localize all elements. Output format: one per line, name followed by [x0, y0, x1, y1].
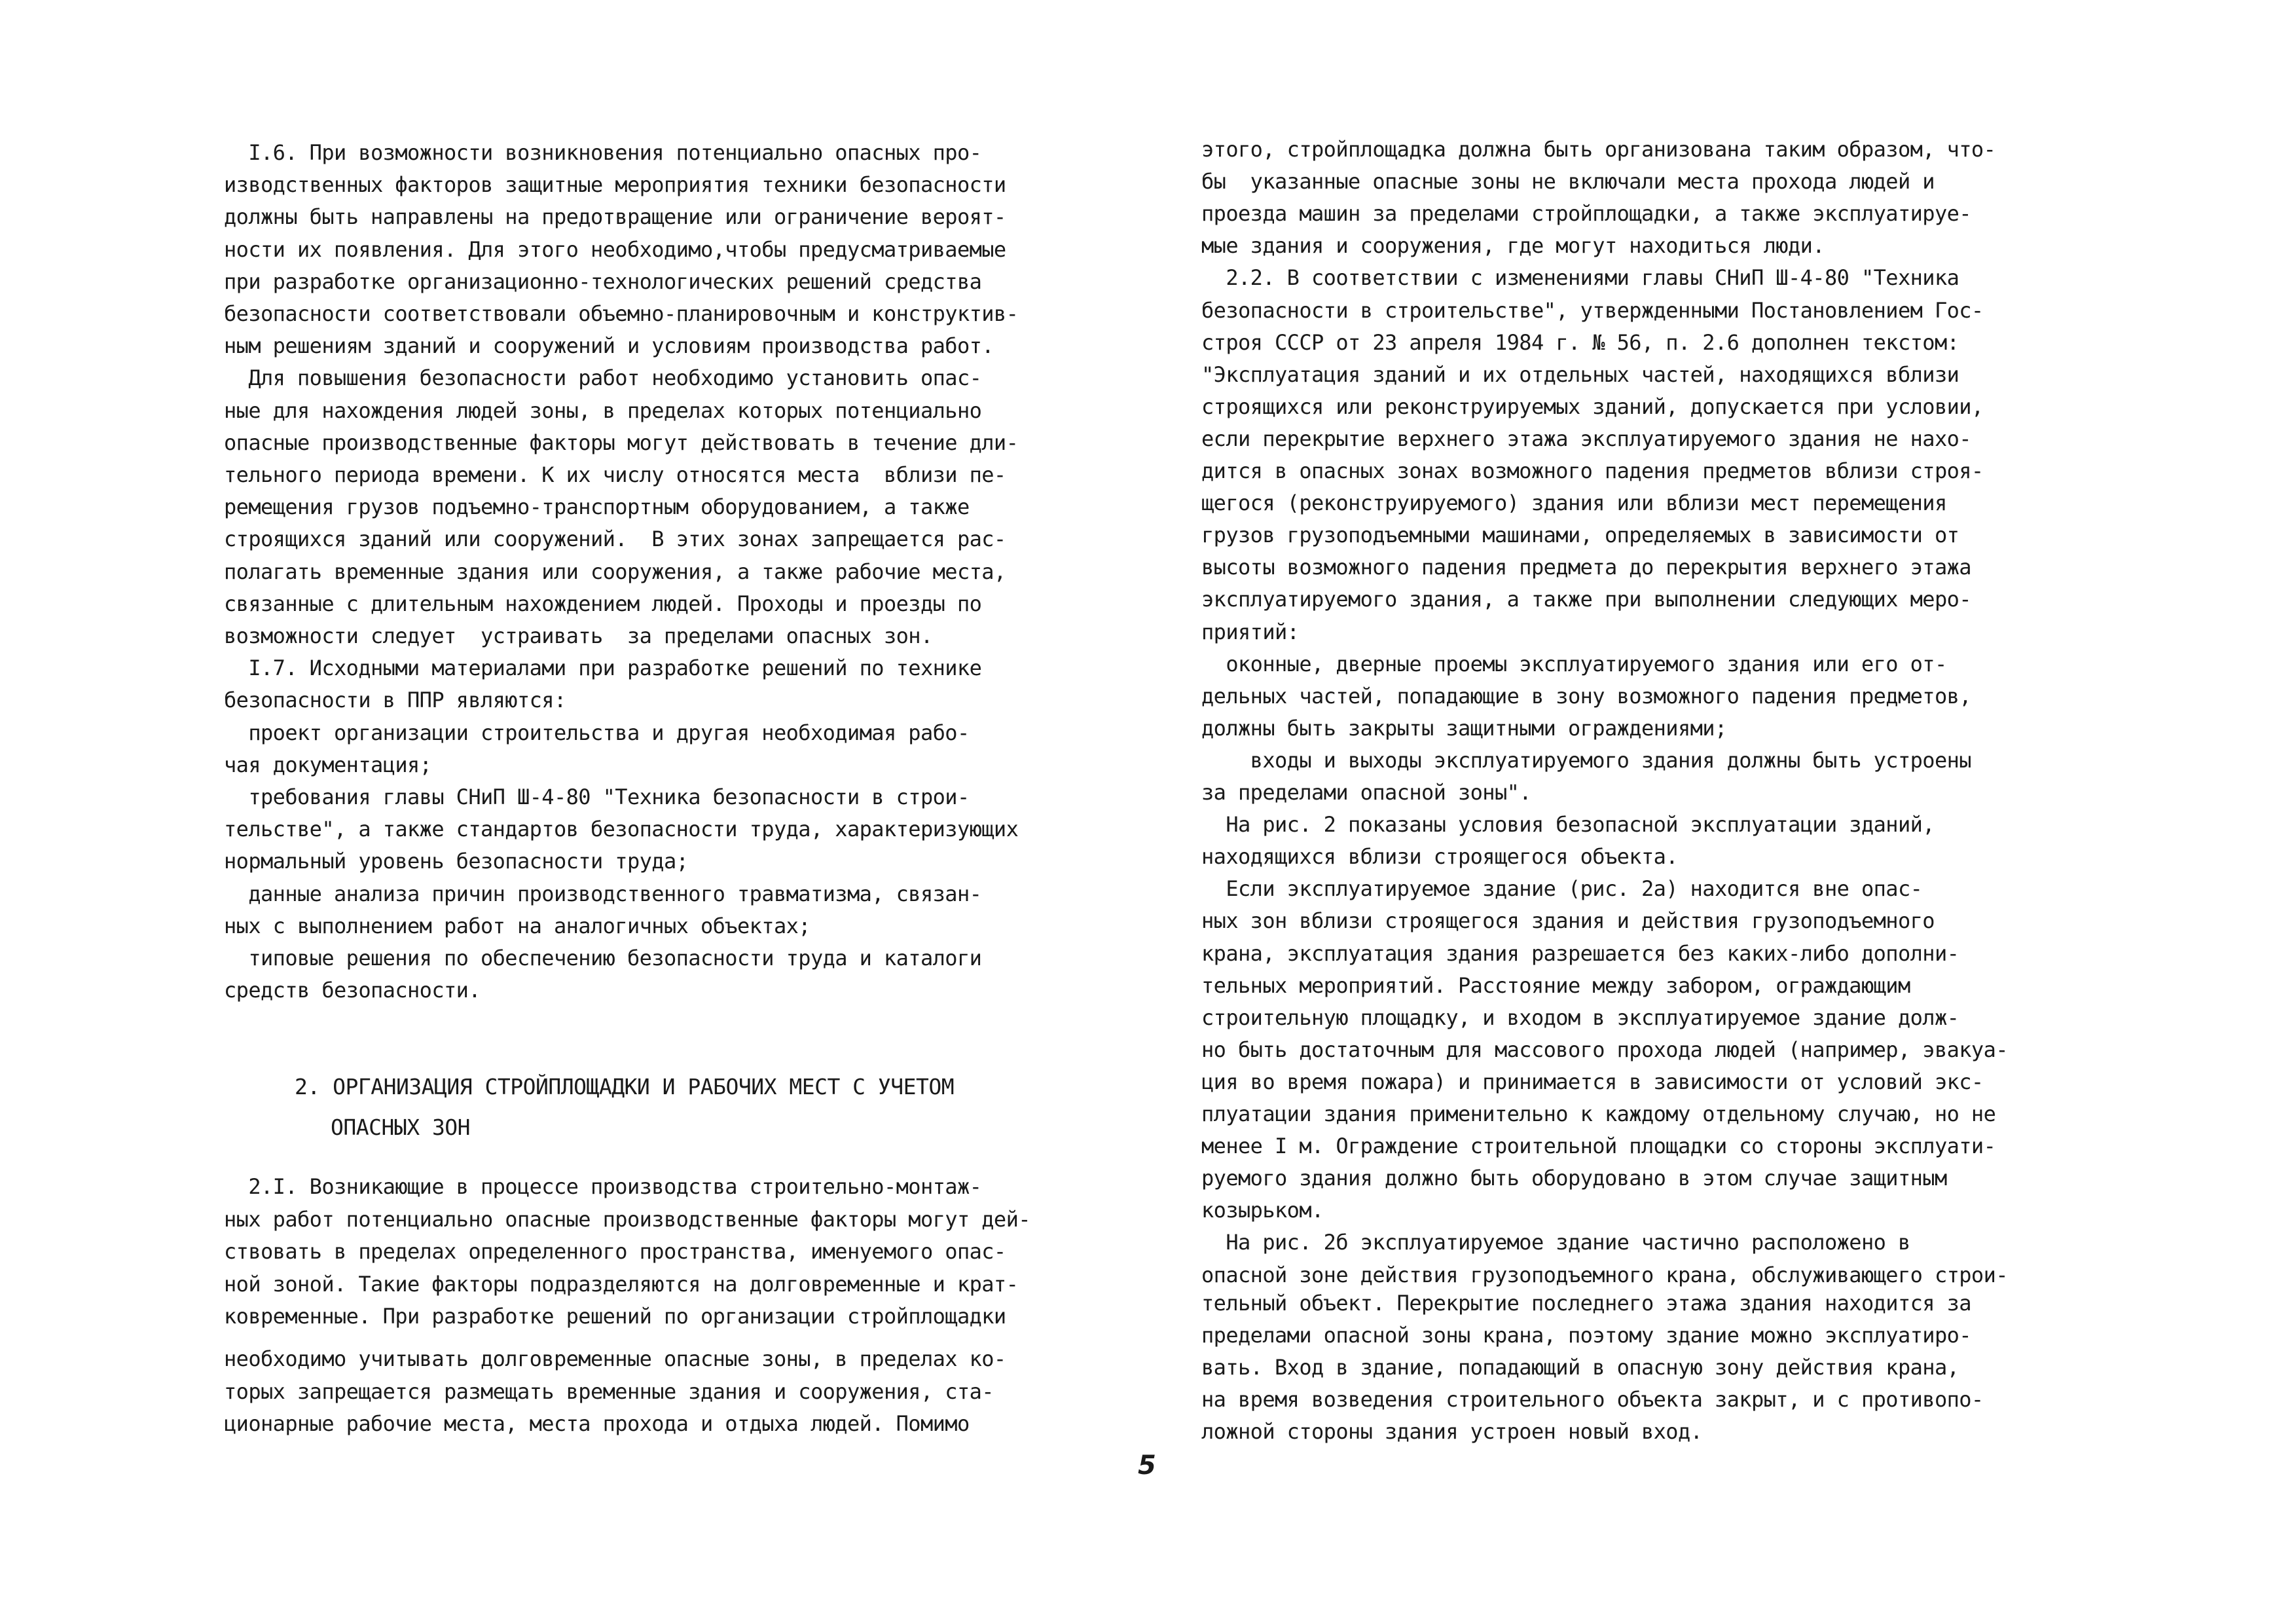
text-line: ковременные. При разработке решений по организации стройплощадки: [224, 1304, 1006, 1329]
text-line: строя СССР от 23 апреля 1984 г. № 56, п. 2.6 дополнен текстом:: [1201, 329, 1959, 355]
text-line: ным решениям зданий и сооружений и условиям производства работ.: [224, 333, 994, 359]
text-line: при разработке организационно-технологических решений средства: [224, 268, 982, 294]
text-line: I.6. При возможности возникновения потенциально опасных про-: [224, 140, 982, 165]
text-line: строительную площадку, и входом в эксплуатируемое здание долж-: [1201, 1005, 1959, 1030]
text-line: если перекрытие верхнего этажа эксплуатируемого здания не нахо-: [1201, 426, 1971, 451]
text-line: должны быть направлены на предотвращение или ограничение вероят-: [224, 204, 1006, 230]
text-line: вать. Вход в здание, попадающий в опасную зону действия крана,: [1201, 1355, 1959, 1380]
text-line: опасные производственные факторы могут действовать в течение дли-: [224, 430, 1019, 455]
text-line: опасной зоне действия грузоподъемного крана, обслуживающего строи-: [1201, 1262, 2008, 1287]
text-line: Для повышения безопасности работ необходимо установить опас-: [224, 365, 982, 391]
section-heading-line1: 2. ОРГАНИЗАЦИЯ СТРОЙПЛОЩАДКИ И РАБОЧИХ МЕСТ С УЧЕТОМ: [295, 1074, 955, 1099]
text-line: изводственных факторов защитные мероприятия техники безопасности: [224, 172, 1006, 198]
text-line: торых запрещается размещать временные здания и сооружения, ста-: [224, 1378, 994, 1404]
text-line: нормальный уровень безопасности труда;: [224, 849, 689, 874]
text-line: строящихся зданий или сооружений. В этих зонах запрещается рас-: [224, 526, 1006, 552]
text-line: ремещения грузов подъемно-транспортным оборудованием, а также: [224, 494, 970, 520]
text-line: оконные, дверные проемы эксплуатируемого здания или его от-: [1201, 651, 1947, 676]
text-line: тельный объект. Перекрытие последнего этажа здания находится за: [1201, 1291, 1971, 1316]
text-line: крана, эксплуатация здания разрешается без каких-либо дополни-: [1201, 940, 1959, 966]
page-number: 5: [1138, 1450, 1156, 1481]
text-line: высоты возможного падения предмета до перекрытия верхнего этажа: [1201, 555, 1971, 580]
text-line: грузов грузоподъемными машинами, определяемых в зависимости от: [1201, 523, 1959, 548]
text-line: этого, стройплощадка должна быть организована таким образом, что-: [1201, 137, 1996, 162]
text-line: ложной стороны здания устроен новый вход.: [1201, 1419, 1703, 1444]
text-line: ных зон вблизи строящегося здания и действия грузоподъемного: [1201, 908, 1935, 934]
text-line: ствовать в пределах определенного пространства, именуемого опас-: [224, 1239, 1006, 1264]
text-line: мые здания и сооружения, где могут находиться люди.: [1201, 233, 1825, 259]
text-line: На рис. 2б эксплуатируемое здание частично расположено в: [1201, 1230, 1910, 1255]
text-line: ной зоной. Такие факторы подразделяются на долговременные и крат-: [224, 1271, 1019, 1297]
text-line: строящихся или реконструируемых зданий, допускается при условии,: [1201, 394, 1984, 419]
text-line: ных работ потенциально опасные производственные факторы могут дей-: [224, 1206, 1030, 1232]
text-line: возможности следует устраивать за пределами опасных зон.: [224, 623, 933, 648]
section-heading-line2: ОПАСНЫХ ЗОН: [331, 1115, 471, 1140]
text-line: ция во время пожара) и принимается в зависимости от условий экс-: [1201, 1069, 1984, 1094]
text-line: щегося (реконструируемого) здания или вблизи мест перемещения: [1201, 490, 1947, 516]
text-line: руемого здания должно быть оборудовано в этом случае защитным: [1201, 1166, 1947, 1191]
text-line: связанные с длительным нахождением людей. Проходы и проезды по: [224, 591, 982, 616]
text-line: ных с выполнением работ на аналогичных объектах;: [224, 913, 811, 938]
text-line: I.7. Исходными материалами при разработке решений по технике: [224, 655, 982, 681]
text-line: ные для нахождения людей зоны, в пределах которых потенциально: [224, 397, 982, 423]
text-line: эксплуатируемого здания, а также при выполнении следующих меро-: [1201, 587, 1971, 612]
text-line: безопасности соответствовали объемно-планировочным и конструктив-: [224, 301, 1019, 326]
text-line: требования главы СНиП Ш-4-80 "Техника безопасности в строи-: [224, 784, 970, 809]
text-line: необходимо учитывать долговременные опасные зоны, в пределах ко-: [224, 1346, 1006, 1371]
text-line: На рис. 2 показаны условия безопасной эксплуатации зданий,: [1201, 812, 1935, 838]
text-line: безопасности в ППР являются:: [224, 688, 566, 713]
text-line: проект организации строительства и другая необходимая рабо-: [224, 720, 970, 745]
text-line: Если эксплуатируемое здание (рис. 2а) находится вне опас-: [1201, 876, 1923, 902]
text-line: пределами опасной зоны крана, поэтому здание можно эксплуатиро-: [1201, 1323, 1971, 1348]
text-line: "Эксплуатация зданий и их отдельных частей, находящихся вблизи: [1201, 361, 1959, 387]
text-line: дится в опасных зонах возможного падения предметов вблизи строя-: [1201, 458, 1984, 483]
text-line: приятий:: [1201, 619, 1300, 644]
text-line: данные анализа причин производственного травматизма, связан-: [224, 881, 982, 906]
text-line: должны быть закрыты защитными ограждениями;: [1201, 715, 1727, 741]
text-line: за пределами опасной зоны".: [1201, 780, 1531, 805]
text-line: 2.2. В соответствии с изменениями главы СНиП Ш-4-80 "Техника: [1201, 265, 1959, 291]
text-line: на время возведения строительного объекта закрыт, и с противопо-: [1201, 1387, 1984, 1412]
text-line: тельных мероприятий. Расстояние между забором, ограждающим: [1201, 972, 1910, 998]
text-line: козырьком.: [1201, 1198, 1324, 1223]
text-line: ности их появления. Для этого необходимо,чтобы предусматриваемые: [224, 236, 1006, 262]
text-line: плуатации здания применительно к каждому отдельному случаю, но не: [1201, 1101, 1996, 1126]
text-line: менее I м. Ограждение строительной площадки со стороны эксплуати-: [1201, 1134, 1996, 1159]
text-line: но быть достаточным для массового прохода людей (например, эвакуа-: [1201, 1037, 2008, 1062]
text-line: находящихся вблизи строящегося объекта.: [1201, 844, 1678, 870]
text-line: бы указанные опасные зоны не включали места прохода людей и: [1201, 169, 1935, 194]
text-line: входы и выходы эксплуатируемого здания должны быть устроены: [1201, 747, 1971, 773]
text-line: чая документация;: [224, 752, 432, 777]
text-line: 2.I. Возникающие в процессе производства строительно-монтаж-: [224, 1174, 982, 1199]
text-line: тельного периода времени. К их числу относятся места вблизи пе-: [224, 462, 1006, 487]
text-line: ционарные рабочие места, места прохода и отдыха людей. Помимо: [224, 1411, 970, 1436]
text-line: безопасности в строительстве", утвержденными Постановлением Гос-: [1201, 297, 1984, 323]
text-line: полагать временные здания или сооружения, а также рабочие места,: [224, 559, 1006, 584]
text-line: типовые решения по обеспечению безопасности труда и каталоги: [224, 946, 982, 970]
text-line: тельстве", а также стандартов безопасности труда, характеризующих: [224, 817, 1019, 842]
text-line: дельных частей, попадающие в зону возможного падения предметов,: [1201, 683, 1971, 709]
text-line: средств безопасности.: [224, 978, 481, 1003]
text-line: проезда машин за пределами стройплощадки, а также эксплуатируе-: [1201, 201, 1971, 227]
